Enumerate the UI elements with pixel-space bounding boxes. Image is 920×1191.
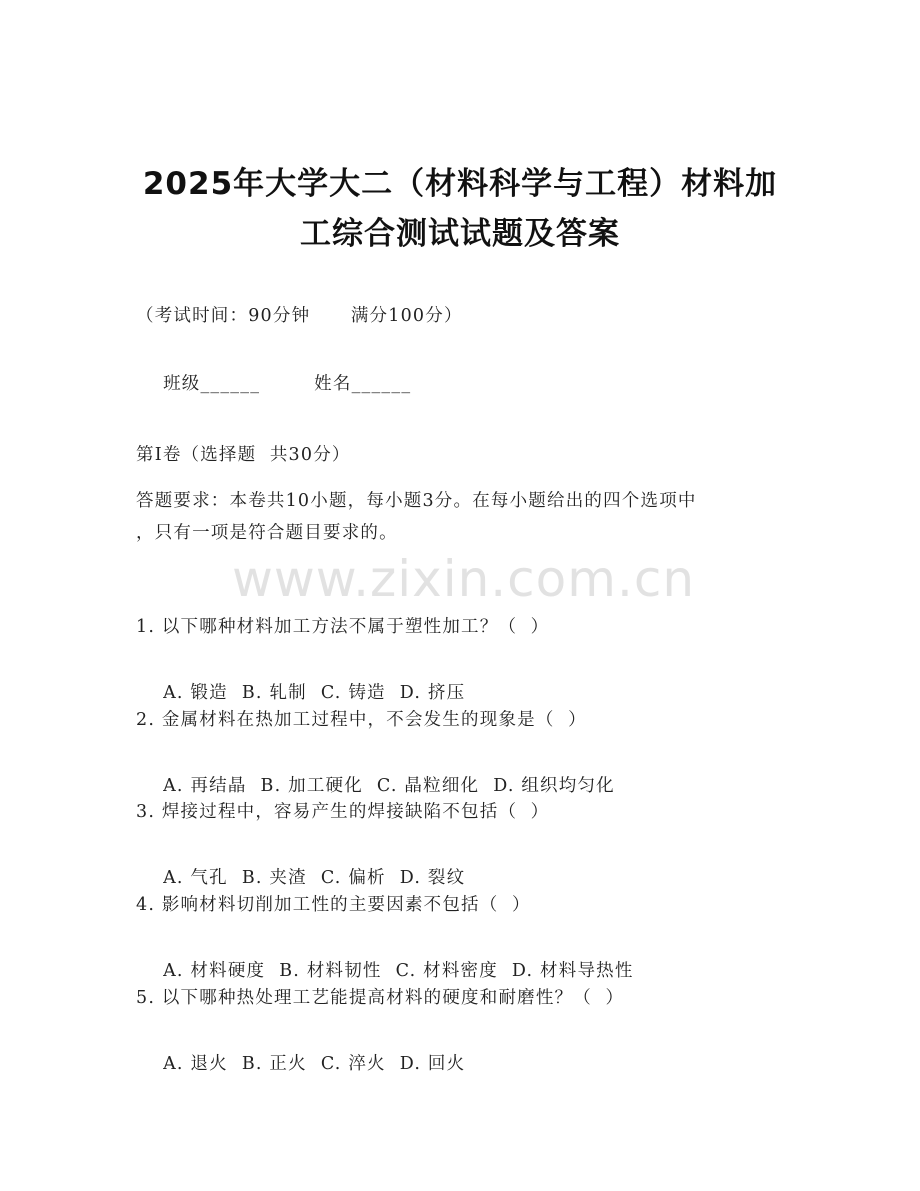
section-instruction-line2: ，只有一项是符合题目要求的。 [136, 523, 398, 543]
option-a: A. 锻造 [163, 683, 228, 703]
question-stem: 1. 以下哪种材料加工方法不属于塑性加工？（ ） [136, 617, 550, 637]
section-instruction-line1: 答题要求：本卷共10小题，每小题3分。在每小题给出的四个选项中 [136, 491, 697, 511]
option-b: B. 正火 [241, 1054, 307, 1074]
name-field: 姓名______ [314, 374, 412, 394]
option-a: A. 气孔 [163, 868, 228, 888]
question-stem: 3. 焊接过程中，容易产生的焊接缺陷不包括（ ） [136, 802, 550, 822]
option-c: C. 晶粒细化 [376, 776, 480, 796]
section-heading: 第I卷（选择题 共30分） [136, 445, 351, 465]
option-c: C. 材料密度 [395, 961, 498, 981]
option-b: B. 夹渣 [241, 868, 307, 888]
option-c: C. 淬火 [320, 1054, 386, 1074]
option-c: C. 铸造 [320, 683, 386, 703]
question-stem: 4. 影响材料切削加工性的主要因素不包括（ ） [136, 895, 531, 915]
question-stem: 5. 以下哪种热处理工艺能提高材料的硬度和耐磨性？（ ） [136, 988, 625, 1008]
option-a: A. 材料硬度 [163, 961, 266, 981]
option-a: A. 再结晶 [163, 776, 247, 796]
question-options [136, 1030, 465, 1095]
question-stem: 2. 金属材料在热加工过程中，不会发生的现象是（ ） [136, 710, 587, 730]
option-b: B. 轧制 [241, 683, 307, 703]
document-title-line1: 2025年大学大二（材料科学与工程）材料加 [142, 166, 778, 202]
option-d: D. 回火 [399, 1054, 466, 1074]
watermark: www.zixin.com.cn [232, 550, 696, 608]
option-a: A. 退火 [163, 1054, 228, 1074]
option-d: D. 挤压 [399, 683, 466, 703]
exam-info: （考试时间：90分钟 满分100分） [136, 306, 463, 326]
option-c: C. 偏析 [320, 868, 386, 888]
document-title-line2: 工综合测试试题及答案 [300, 216, 620, 252]
student-fields [136, 350, 411, 415]
option-b: B. 加工硬化 [260, 776, 363, 796]
option-d: D. 材料导热性 [511, 961, 634, 981]
class-field: 班级______ [163, 374, 261, 394]
option-b: B. 材料韧性 [279, 961, 382, 981]
option-d: D. 组织均匀化 [493, 776, 615, 796]
option-d: D. 裂纹 [399, 868, 466, 888]
